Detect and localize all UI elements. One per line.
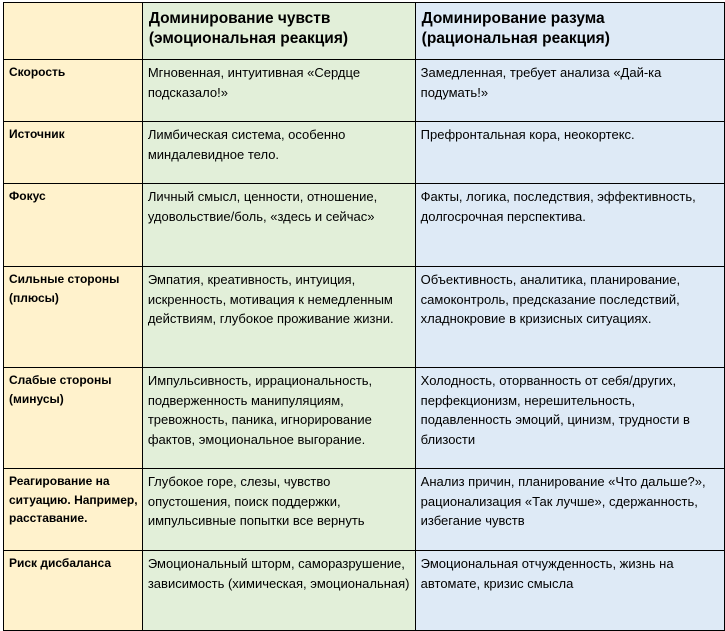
row-label: Реагирование на ситуацию. Например, расставание.	[4, 469, 143, 551]
reason-cell: Холодность, оторванность от себя/других, перфекционизм, нерешительность, подавленность эмоций, цинизм, трудности в близости	[415, 368, 724, 469]
feelings-cell: Лимбическая система, особенно миндалевидное тело.	[142, 122, 415, 184]
table-row	[4, 184, 725, 267]
row-label: Риск дисбаланса	[4, 551, 143, 631]
table-row	[4, 368, 725, 469]
feelings-cell: Эмпатия, креативность, интуиция, искренность, мотивация к немедленным действиям, глубокое проживание жизни.	[142, 267, 415, 368]
reason-cell: Объективность, аналитика, планирование, самоконтроль, предсказание последствий, хладнокровие в кризисных ситуациях.	[415, 267, 724, 368]
reason-cell: Префронтальная кора, неокортекс.	[415, 122, 724, 184]
reason-cell: Факты, логика, последствия, эффективность, долгосрочная перспектива.	[415, 184, 724, 267]
reason-cell: Анализ причин, планирование «Что дальше?», рационализация «Так лучше», сдержанность, избегание чувств	[415, 469, 724, 551]
table-row	[4, 122, 725, 184]
table-row	[4, 551, 725, 631]
table-header-row	[4, 3, 725, 60]
feelings-cell: Импульсивность, иррациональность, подверженность манипуляциям, тревожность, паника, игнорирование фактов, эмоциональное выгорание.	[142, 368, 415, 469]
reason-cell: Эмоциональная отчужденность, жизнь на автомате, кризис смысла	[415, 551, 724, 631]
comparison-table	[3, 2, 725, 631]
feelings-cell: Мгновенная, интуитивная «Сердце подсказало!»	[142, 60, 415, 122]
table-row	[4, 267, 725, 368]
table-row	[4, 469, 725, 551]
row-label: Фокус	[4, 184, 143, 267]
row-label: Источник	[4, 122, 143, 184]
row-label: Скорость	[4, 60, 143, 122]
header-empty-cell	[4, 3, 143, 60]
feelings-cell: Эмоциональный шторм, саморазрушение, зависимость (химическая, эмоциональная)	[142, 551, 415, 631]
comparison-table-wrapper	[3, 2, 725, 631]
feelings-cell: Глубокое горе, слезы, чувство опустошения, поиск поддержки, импульсивные попытки все вернуть	[142, 469, 415, 551]
row-label: Слабые стороны (минусы)	[4, 368, 143, 469]
feelings-cell: Личный смысл, ценности, отношение, удовольствие/боль, «здесь и сейчас»	[142, 184, 415, 267]
header-reason: Доминирование разума (рациональная реакция)	[415, 3, 724, 60]
row-label: Сильные стороны (плюсы)	[4, 267, 143, 368]
table-row	[4, 60, 725, 122]
header-feelings: Доминирование чувств (эмоциональная реакция)	[142, 3, 415, 60]
reason-cell: Замедленная, требует анализа «Дай-ка подумать!»	[415, 60, 724, 122]
